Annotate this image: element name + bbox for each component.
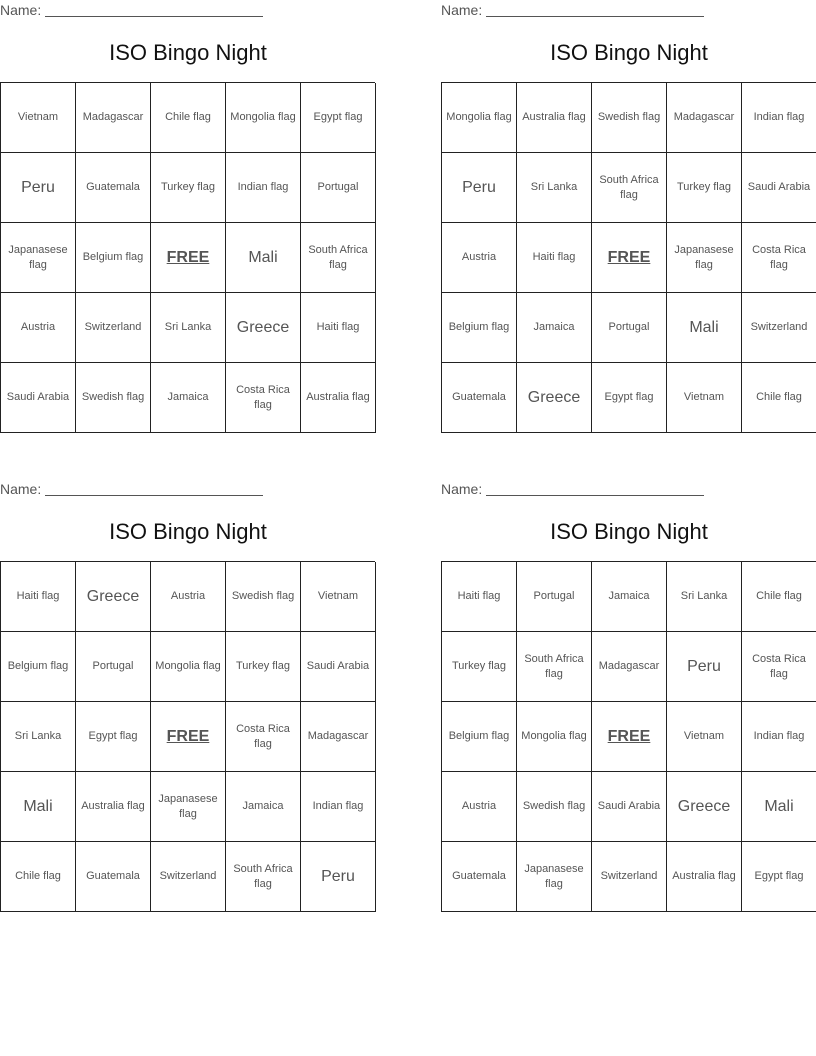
bingo-cell[interactable]: Mongolia flag	[442, 83, 517, 153]
bingo-cell[interactable]: Indian flag	[301, 772, 376, 842]
bingo-cell[interactable]: Peru	[667, 632, 742, 702]
bingo-cell[interactable]: Japanasese flag	[667, 223, 742, 293]
bingo-cell[interactable]: Swedish flag	[226, 562, 301, 632]
bingo-cell[interactable]: Sri Lanka	[667, 562, 742, 632]
bingo-grid	[441, 82, 816, 433]
bingo-cell[interactable]: Costa Rica flag	[226, 363, 301, 433]
free-space-cell[interactable]: FREE	[151, 223, 226, 293]
bingo-cell[interactable]: Egypt flag	[301, 83, 376, 153]
bingo-cell[interactable]: Mali	[226, 223, 301, 293]
bingo-cell[interactable]: Egypt flag	[592, 363, 667, 433]
bingo-cell[interactable]: Guatemala	[442, 363, 517, 433]
bingo-cell[interactable]: Guatemala	[442, 842, 517, 912]
bingo-cell[interactable]: Saudi Arabia	[301, 632, 376, 702]
bingo-cell[interactable]: Egypt flag	[742, 842, 816, 912]
bingo-cell[interactable]: Haiti flag	[1, 562, 76, 632]
bingo-cell[interactable]: Belgium flag	[76, 223, 151, 293]
bingo-cell[interactable]: Belgium flag	[442, 293, 517, 363]
name-field[interactable]	[0, 481, 263, 497]
bingo-cell[interactable]: Australia flag	[76, 772, 151, 842]
bingo-cell[interactable]: Indian flag	[742, 702, 816, 772]
bingo-cell[interactable]: Chile flag	[151, 83, 226, 153]
name-field[interactable]	[441, 481, 704, 497]
free-space-cell[interactable]: FREE	[592, 223, 667, 293]
bingo-cell[interactable]: Vietnam	[667, 702, 742, 772]
bingo-card-4	[441, 479, 816, 915]
name-blank-line	[486, 495, 704, 496]
bingo-cell[interactable]: Saudi Arabia	[742, 153, 816, 223]
bingo-cell[interactable]: Costa Rica flag	[226, 702, 301, 772]
free-space-cell[interactable]: FREE	[592, 702, 667, 772]
bingo-cell[interactable]: Madagascar	[76, 83, 151, 153]
bingo-cell[interactable]: Indian flag	[742, 83, 816, 153]
bingo-cell[interactable]: Vietnam	[1, 83, 76, 153]
bingo-cell[interactable]: Chile flag	[742, 363, 816, 433]
bingo-cell[interactable]: Sri Lanka	[517, 153, 592, 223]
bingo-cell[interactable]: South Africa flag	[301, 223, 376, 293]
free-space-cell[interactable]: FREE	[151, 702, 226, 772]
bingo-cell[interactable]: Vietnam	[667, 363, 742, 433]
bingo-cell[interactable]: Turkey flag	[151, 153, 226, 223]
bingo-cell[interactable]: Belgium flag	[1, 632, 76, 702]
bingo-cell[interactable]: Mali	[667, 293, 742, 363]
bingo-grid	[0, 82, 375, 433]
bingo-cell[interactable]: Saudi Arabia	[1, 363, 76, 433]
bingo-cell[interactable]: Swedish flag	[76, 363, 151, 433]
bingo-cell[interactable]: Mali	[1, 772, 76, 842]
bingo-cell[interactable]: Switzerland	[592, 842, 667, 912]
card-title: ISO Bingo Night	[109, 519, 267, 544]
name-label: Name:	[441, 481, 483, 497]
bingo-cell[interactable]: Australia flag	[517, 83, 592, 153]
bingo-cell[interactable]: Vietnam	[301, 562, 376, 632]
bingo-cell[interactable]: Swedish flag	[517, 772, 592, 842]
bingo-cell[interactable]: Costa Rica flag	[742, 223, 816, 293]
bingo-cell[interactable]: Austria	[151, 562, 226, 632]
bingo-grid	[0, 561, 375, 912]
bingo-cell[interactable]: Guatemala	[76, 842, 151, 912]
bingo-cell[interactable]: Japanasese flag	[151, 772, 226, 842]
bingo-cell[interactable]: Jamaica	[517, 293, 592, 363]
bingo-cell[interactable]: Madagascar	[301, 702, 376, 772]
bingo-cell[interactable]: Chile flag	[742, 562, 816, 632]
bingo-cell[interactable]: Switzerland	[151, 842, 226, 912]
bingo-cell[interactable]: Haiti flag	[301, 293, 376, 363]
bingo-cell[interactable]: Austria	[442, 223, 517, 293]
bingo-cell[interactable]: Costa Rica flag	[742, 632, 816, 702]
bingo-cell[interactable]: Turkey flag	[442, 632, 517, 702]
bingo-cell[interactable]: Japanasese flag	[1, 223, 76, 293]
bingo-cell[interactable]: Peru	[1, 153, 76, 223]
bingo-cell[interactable]: Jamaica	[592, 562, 667, 632]
bingo-cell[interactable]: Portugal	[592, 293, 667, 363]
bingo-card-3	[0, 479, 376, 915]
bingo-cell[interactable]: Turkey flag	[667, 153, 742, 223]
name-label: Name:	[0, 481, 42, 497]
name-field[interactable]	[441, 2, 704, 18]
bingo-cell[interactable]: Portugal	[517, 562, 592, 632]
bingo-cell[interactable]: Greece	[226, 293, 301, 363]
bingo-cell[interactable]: Australia flag	[667, 842, 742, 912]
bingo-cell[interactable]: Jamaica	[151, 363, 226, 433]
bingo-cell[interactable]: Austria	[1, 293, 76, 363]
bingo-cell[interactable]: Japanasese flag	[517, 842, 592, 912]
bingo-cell[interactable]: Australia flag	[301, 363, 376, 433]
name-blank-line	[486, 16, 704, 17]
bingo-cell[interactable]: Portugal	[301, 153, 376, 223]
name-label: Name:	[441, 2, 483, 18]
bingo-cell[interactable]: Madagascar	[667, 83, 742, 153]
bingo-cell[interactable]: Sri Lanka	[1, 702, 76, 772]
bingo-cell[interactable]: South Africa flag	[226, 842, 301, 912]
bingo-cell[interactable]: South Africa flag	[592, 153, 667, 223]
card-title: ISO Bingo Night	[109, 40, 267, 65]
bingo-cell[interactable]: Haiti flag	[442, 562, 517, 632]
bingo-card-2	[441, 0, 816, 436]
bingo-grid	[441, 561, 816, 912]
bingo-cell[interactable]: Mongolia flag	[226, 83, 301, 153]
bingo-cell[interactable]: Indian flag	[226, 153, 301, 223]
card-title: ISO Bingo Night	[550, 519, 708, 544]
bingo-cell[interactable]: Turkey flag	[226, 632, 301, 702]
name-field[interactable]	[0, 2, 263, 18]
bingo-cell[interactable]: Peru	[301, 842, 376, 912]
bingo-cell[interactable]: Mali	[742, 772, 816, 842]
bingo-cell[interactable]: Portugal	[76, 632, 151, 702]
bingo-cell[interactable]: Switzerland	[76, 293, 151, 363]
bingo-cell[interactable]: Chile flag	[1, 842, 76, 912]
bingo-cell[interactable]: Greece	[667, 772, 742, 842]
bingo-cell[interactable]: Austria	[442, 772, 517, 842]
bingo-cell[interactable]: South Africa flag	[517, 632, 592, 702]
bingo-cell[interactable]: Sri Lanka	[151, 293, 226, 363]
bingo-cell[interactable]: Peru	[442, 153, 517, 223]
bingo-cell[interactable]: Egypt flag	[76, 702, 151, 772]
bingo-cell[interactable]: Swedish flag	[592, 83, 667, 153]
bingo-cell[interactable]: Greece	[517, 363, 592, 433]
bingo-cell[interactable]: Switzerland	[742, 293, 816, 363]
name-blank-line	[45, 16, 263, 17]
bingo-cell[interactable]: Greece	[76, 562, 151, 632]
bingo-cell[interactable]: Jamaica	[226, 772, 301, 842]
bingo-cell[interactable]: Haiti flag	[517, 223, 592, 293]
bingo-cell[interactable]: Belgium flag	[442, 702, 517, 772]
bingo-card-1	[0, 0, 376, 436]
bingo-cell[interactable]: Mongolia flag	[151, 632, 226, 702]
bingo-cell[interactable]: Madagascar	[592, 632, 667, 702]
card-title: ISO Bingo Night	[550, 40, 708, 65]
name-label: Name:	[0, 2, 42, 18]
name-blank-line	[45, 495, 263, 496]
bingo-cell[interactable]: Saudi Arabia	[592, 772, 667, 842]
bingo-cell[interactable]: Guatemala	[76, 153, 151, 223]
bingo-cell[interactable]: Mongolia flag	[517, 702, 592, 772]
